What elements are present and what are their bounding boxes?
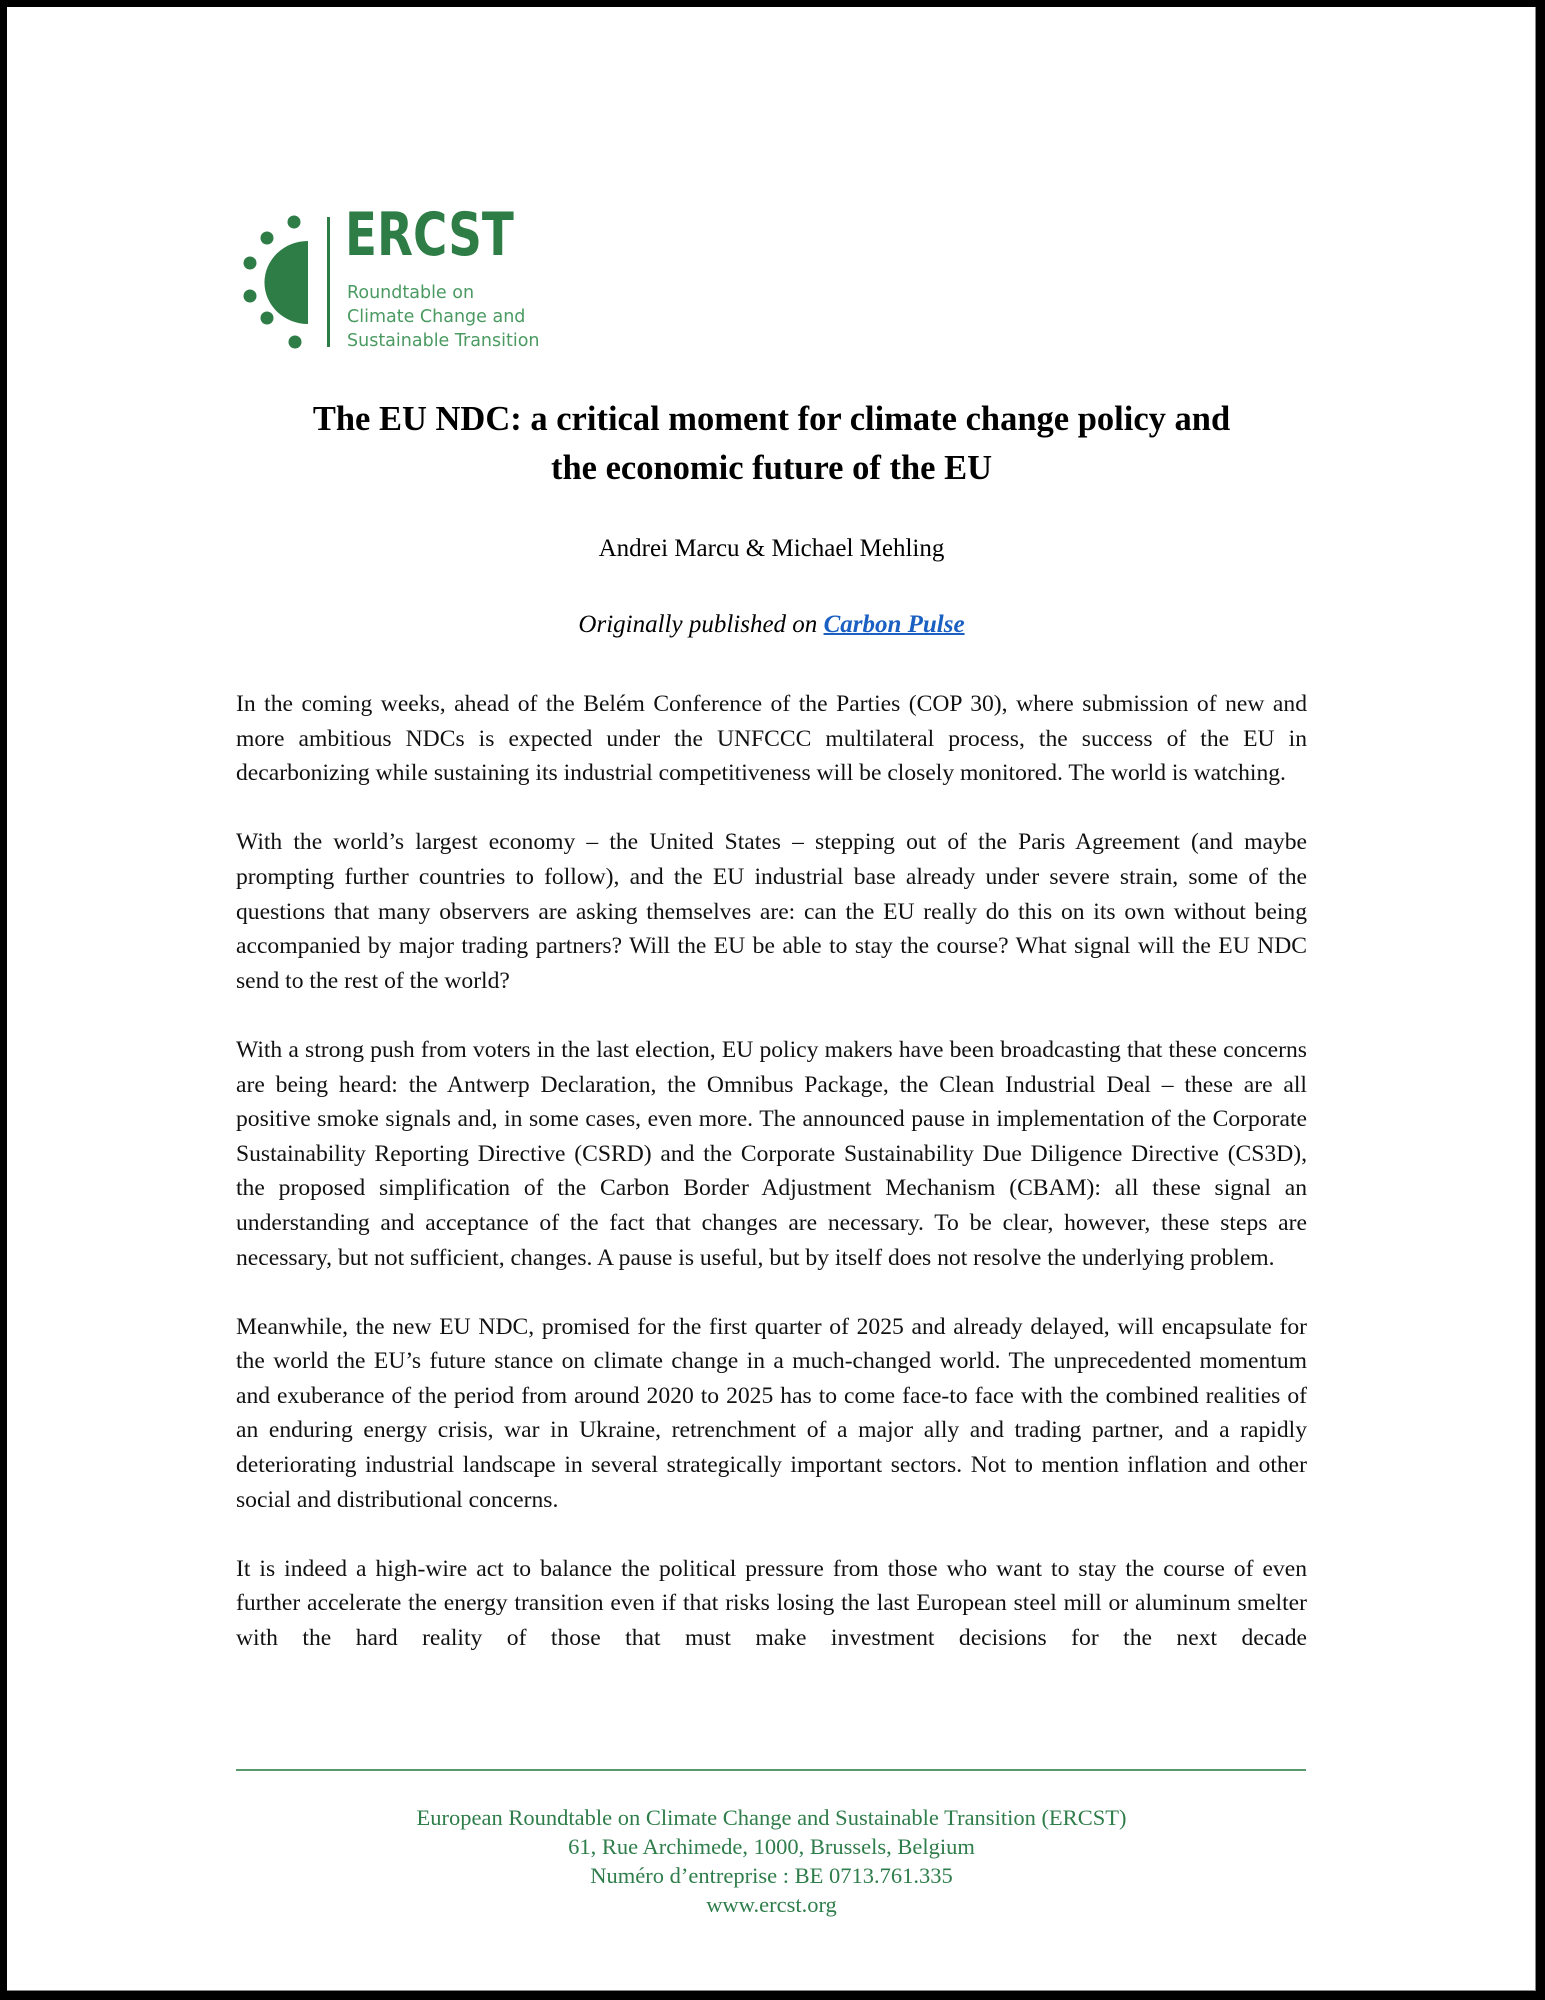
title-line: The EU NDC: a critical moment for climate change policy and: [312, 400, 1231, 438]
document-page: [7, 7, 1536, 1991]
footer-website-link[interactable]: www.ercst.org: [706, 1892, 837, 1917]
logo-tagline: [347, 281, 540, 353]
logo-tagline-line: Climate Change and: [347, 307, 526, 327]
footer-org-name: European Roundtable on Climate Change and Sustainable Transition (ERCST): [416, 1805, 1127, 1830]
footer: [7, 1803, 1536, 1919]
footer-address: 61, Rue Archimede, 1000, Brussels, Belgium: [568, 1834, 975, 1859]
paragraph: With a strong push from voters in the last election, EU policy makers have been broadcasting that these concerns are being heard: the Antwerp Declaration, the Omnibus Package, the Clean Industrial Deal – these are all positive smoke signals and, in some cases, even more. The announced pause in implementation of the Corporate Sustainability Reporting Directive (CSRD) and the Corporate Sustainability Due Diligence Directive (CS3D), the proposed simplification of the Carbon Border Adjustment Mechanism (CBAM): all these signal an understanding and acceptance of the fact that changes are necessary. To be clear, however, these steps are necessary, but not sufficient, changes. A pause is useful, but by itself does not resolve the underlying problem.: [236, 1036, 1307, 1271]
paragraph: It is indeed a high-wire act to balance the political pressure from those who want to stay the course of even further accelerate the energy transition even if that risks losing the last European steel mill or aluminum smelter with the hard reality of those that must make investment decisions for the next decade: [236, 1555, 1307, 1652]
document-title: [7, 395, 1536, 493]
paragraph: With the world’s largest economy – the United States – stepping out of the Paris Agreement (and maybe prompting further countries to follow), and the EU industrial base already under severe strain, some of the questions that many observers are asking themselves are: can the EU really do this on its own without being accompanied by major trading partners? Will the EU be able to stay the course? What signal will the EU NDC send to the rest of the world?: [236, 829, 1307, 994]
footer-company-number: Numéro d’entreprise : BE 0713.761.335: [590, 1863, 953, 1888]
article-body: [236, 687, 1307, 1656]
authors: Andrei Marcu & Michael Mehling: [598, 535, 945, 562]
footer-divider: [236, 1769, 1306, 1771]
logo-tagline-line: Roundtable on: [347, 283, 475, 303]
logo-wordmark: ERCST: [345, 200, 514, 270]
ercst-logo: [7, 7, 607, 387]
paragraph: In the coming weeks, ahead of the Belém Conference of the Parties (COP 30), where submission of new and more ambitious NDCs is expected under the UNFCCC multilateral process, the success of the EU in decarbonizing while sustaining its industrial competitiveness will be closely monitored. The world is watching.: [236, 691, 1307, 787]
publication-note: [7, 611, 1536, 639]
publication-prefix: Originally published on: [578, 611, 824, 638]
title-line: the economic future of the EU: [550, 449, 993, 487]
carbon-pulse-link[interactable]: Carbon Pulse: [823, 611, 965, 638]
paragraph: Meanwhile, the new EU NDC, promised for the first quarter of 2025 and already delayed, will encapsulate for the world the EU’s future stance on climate change in a much-changed world. The unprecedented momentum and exuberance of the period from around 2020 to 2025 has to come face-to face with the combined realities of an enduring energy crisis, war in Ukraine, retrenchment of a major ally and trading partner, and a rapidly deteriorating industrial landscape in several strategically important sectors. Not to mention inflation and other social and distributional concerns.: [236, 1313, 1307, 1513]
logo-tagline-line: Sustainable Transition: [347, 331, 540, 351]
